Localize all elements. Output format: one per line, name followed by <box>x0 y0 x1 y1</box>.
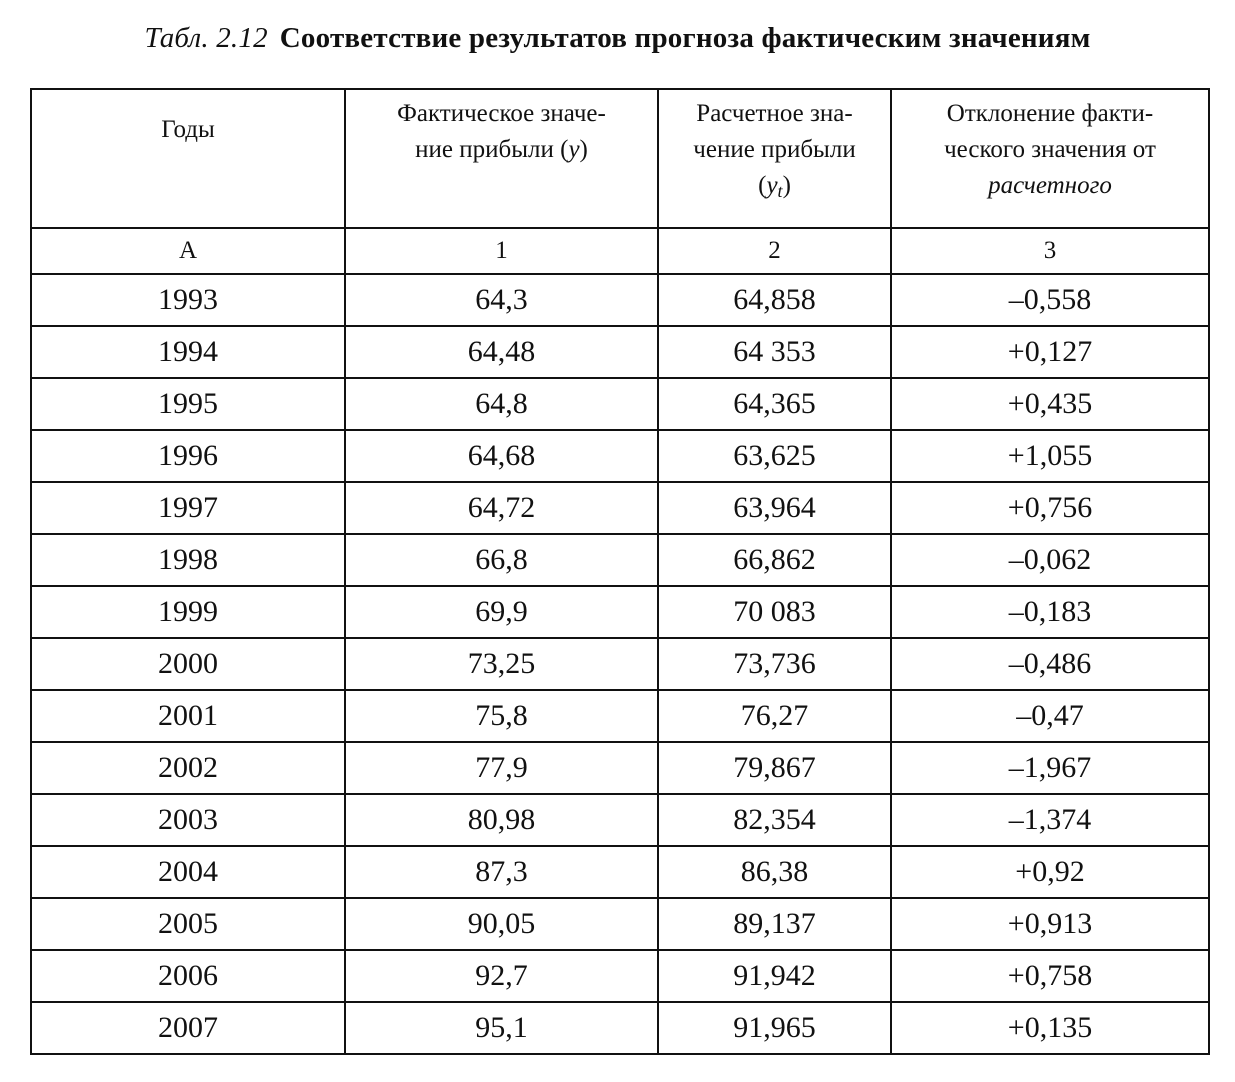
actual-cell: 64,68 <box>345 430 658 482</box>
year-cell: 1996 <box>31 430 345 482</box>
table-row <box>31 482 1209 534</box>
deviation-cell: –0,062 <box>891 534 1209 586</box>
forecast-table <box>30 88 1210 1055</box>
actual-cell: 87,3 <box>345 846 658 898</box>
actual-cell: 73,25 <box>345 638 658 690</box>
actual-cell: 90,05 <box>345 898 658 950</box>
year-cell: 1999 <box>31 586 345 638</box>
column-number: 3 <box>891 228 1209 274</box>
year-cell: 2005 <box>31 898 345 950</box>
calculated-cell: 63,964 <box>658 482 891 534</box>
year-cell: 2006 <box>31 950 345 1002</box>
year-cell: 1997 <box>31 482 345 534</box>
table-row <box>31 378 1209 430</box>
header-actual-line2: ние прибыли ( <box>415 136 569 163</box>
deviation-cell: –0,47 <box>891 690 1209 742</box>
calculated-cell: 64,365 <box>658 378 891 430</box>
actual-cell: 92,7 <box>345 950 658 1002</box>
deviation-cell: +0,758 <box>891 950 1209 1002</box>
header-calc-close: ) <box>782 172 791 199</box>
actual-cell: 75,8 <box>345 690 658 742</box>
actual-cell: 69,9 <box>345 586 658 638</box>
year-cell: 1998 <box>31 534 345 586</box>
actual-cell: 77,9 <box>345 742 658 794</box>
deviation-cell: +0,913 <box>891 898 1209 950</box>
column-number: А <box>31 228 345 274</box>
header-calc-sub: t <box>777 181 783 201</box>
table-row <box>31 1002 1209 1054</box>
year-cell: 2004 <box>31 846 345 898</box>
table-row <box>31 274 1209 326</box>
calculated-cell: 66,862 <box>658 534 891 586</box>
deviation-cell: –1,374 <box>891 794 1209 846</box>
table-row <box>31 898 1209 950</box>
table-row <box>31 586 1209 638</box>
table-caption: Соответствие результатов прогноза фактическим значениям <box>279 22 1091 54</box>
calculated-cell: 91,965 <box>658 1002 891 1054</box>
header-dev-line3: расчетного <box>988 172 1112 199</box>
calculated-cell: 79,867 <box>658 742 891 794</box>
actual-cell: 66,8 <box>345 534 658 586</box>
table-row <box>31 638 1209 690</box>
deviation-cell: +1,055 <box>891 430 1209 482</box>
header-calc-line1: Расчетное зна- <box>696 100 853 127</box>
header-years <box>31 89 345 228</box>
calculated-cell: 76,27 <box>658 690 891 742</box>
table-row <box>31 430 1209 482</box>
actual-cell: 80,98 <box>345 794 658 846</box>
table-number: Табл. 2.12 <box>144 22 268 54</box>
column-number: 1 <box>345 228 658 274</box>
header-dev-line2: ческого значения от <box>944 136 1156 163</box>
table-row <box>31 326 1209 378</box>
calculated-cell: 70 083 <box>658 586 891 638</box>
table-title <box>0 22 1235 55</box>
table-row <box>31 690 1209 742</box>
deviation-cell: –1,967 <box>891 742 1209 794</box>
deviation-cell: +0,127 <box>891 326 1209 378</box>
actual-cell: 64,72 <box>345 482 658 534</box>
header-actual-var: y <box>568 136 580 163</box>
year-cell: 2000 <box>31 638 345 690</box>
column-number-row <box>31 228 1209 274</box>
year-cell: 2001 <box>31 690 345 742</box>
header-calc-line2: чение прибыли <box>693 136 856 163</box>
table-row <box>31 534 1209 586</box>
deviation-cell: –0,486 <box>891 638 1209 690</box>
actual-cell: 64,3 <box>345 274 658 326</box>
deviation-cell: +0,92 <box>891 846 1209 898</box>
year-cell: 2002 <box>31 742 345 794</box>
calculated-cell: 64,858 <box>658 274 891 326</box>
calculated-cell: 91,942 <box>658 950 891 1002</box>
calculated-cell: 89,137 <box>658 898 891 950</box>
year-cell: 2003 <box>31 794 345 846</box>
year-cell: 1994 <box>31 326 345 378</box>
year-cell: 2007 <box>31 1002 345 1054</box>
calculated-cell: 63,625 <box>658 430 891 482</box>
calculated-cell: 64 353 <box>658 326 891 378</box>
calculated-cell: 73,736 <box>658 638 891 690</box>
header-actual-line1: Фактическое значе- <box>397 100 606 127</box>
header-actual <box>345 89 658 228</box>
header-calculated <box>658 89 891 228</box>
header-calc-var: y <box>766 172 778 199</box>
header-years-label: Годы <box>161 116 215 143</box>
table-row <box>31 794 1209 846</box>
table-row <box>31 950 1209 1002</box>
deviation-cell: +0,435 <box>891 378 1209 430</box>
year-cell: 1995 <box>31 378 345 430</box>
header-calc-open: ( <box>758 172 767 199</box>
header-deviation <box>891 89 1209 228</box>
header-row <box>31 89 1209 228</box>
deviation-cell: +0,135 <box>891 1002 1209 1054</box>
table-row <box>31 846 1209 898</box>
column-number: 2 <box>658 228 891 274</box>
actual-cell: 64,8 <box>345 378 658 430</box>
year-cell: 1993 <box>31 274 345 326</box>
actual-cell: 64,48 <box>345 326 658 378</box>
header-actual-close: ) <box>579 136 588 163</box>
calculated-cell: 86,38 <box>658 846 891 898</box>
deviation-cell: –0,183 <box>891 586 1209 638</box>
deviation-cell: –0,558 <box>891 274 1209 326</box>
actual-cell: 95,1 <box>345 1002 658 1054</box>
calculated-cell: 82,354 <box>658 794 891 846</box>
header-dev-line1: Отклонение факти- <box>946 100 1154 127</box>
deviation-cell: +0,756 <box>891 482 1209 534</box>
table-row <box>31 742 1209 794</box>
